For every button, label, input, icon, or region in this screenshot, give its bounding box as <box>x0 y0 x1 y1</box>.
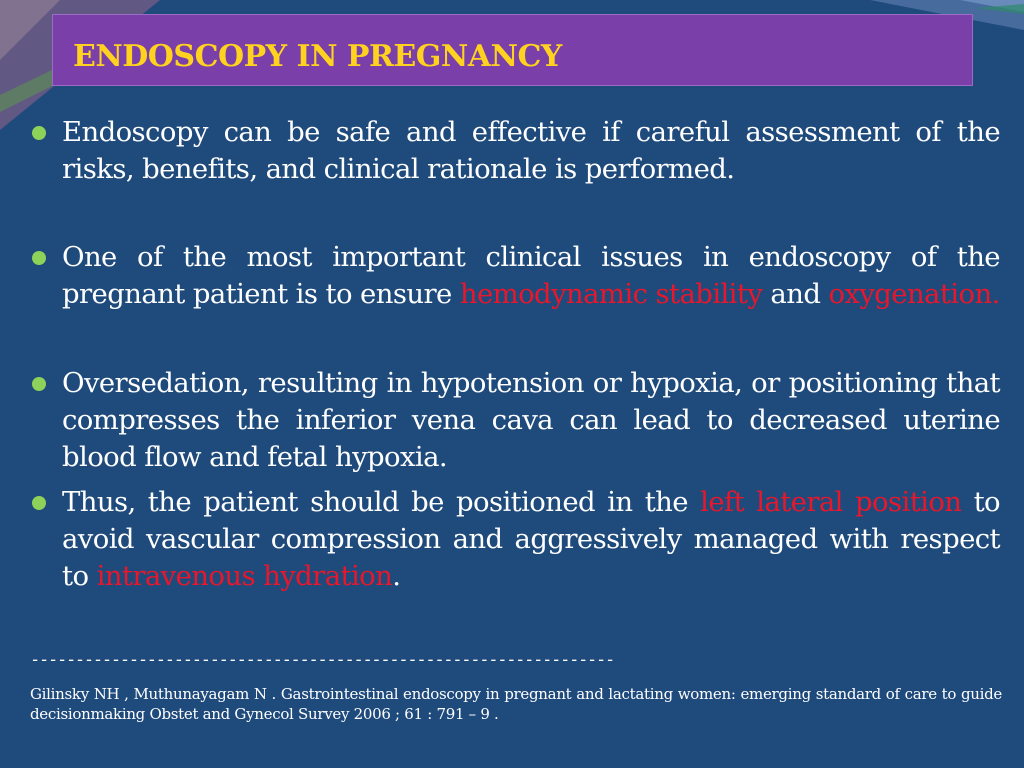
bullet-item <box>30 114 1000 188</box>
highlight-left-lateral-position: left lateral position <box>700 486 962 518</box>
title-bar <box>52 14 973 86</box>
bullet-text: . <box>392 560 401 592</box>
highlight-intravenous-hydration: intravenous hydration <box>96 560 393 592</box>
bullet-item <box>30 484 1000 595</box>
bullet-marker-icon <box>32 251 46 265</box>
bullet-marker-icon <box>32 496 46 510</box>
slide-title: ENDOSCOPY IN PREGNANCY <box>73 39 562 74</box>
bullet-item <box>30 365 1000 476</box>
bullet-text: Thus, the patient should be positioned in the <box>62 486 701 518</box>
bullet-text: to avoid vascular compression and aggressively managed with respect to <box>62 486 1001 592</box>
reference-citation: Gilinsky NH , Muthunayagam N . Gastrointestinal endoscopy in pregnant and lactating women: emerging standard of care to guide decisionmaking Obstet and Gynecol Survey 2006 ; 61 : 791 – 9 . <box>30 685 1002 723</box>
bullet-item <box>30 239 1000 313</box>
bullet-text: One of the most important clinical issues in endoscopy of the pregnant patient is to ensure <box>62 241 1000 310</box>
highlight-oxygenation: oxygenation. <box>828 278 1000 310</box>
bullet-text: Endoscopy can be safe and effective if careful assessment of the risks, benefits, and clinical rationale is performed. <box>62 116 1000 185</box>
divider-line: ----------------------------------------------------------------- <box>30 650 615 670</box>
bullet-marker-icon <box>32 377 46 391</box>
bullet-marker-icon <box>32 126 46 140</box>
bullet-text: and <box>762 278 829 310</box>
bullet-list <box>30 114 1000 595</box>
highlight-hemodynamic-stability: hemodynamic stability <box>459 278 763 310</box>
bullet-text: Oversedation, resulting in hypotension or hypoxia, or positioning that compresses the inferior vena cava can lead to decreased uterine blood flow and fetal hypoxia. <box>62 367 1000 473</box>
